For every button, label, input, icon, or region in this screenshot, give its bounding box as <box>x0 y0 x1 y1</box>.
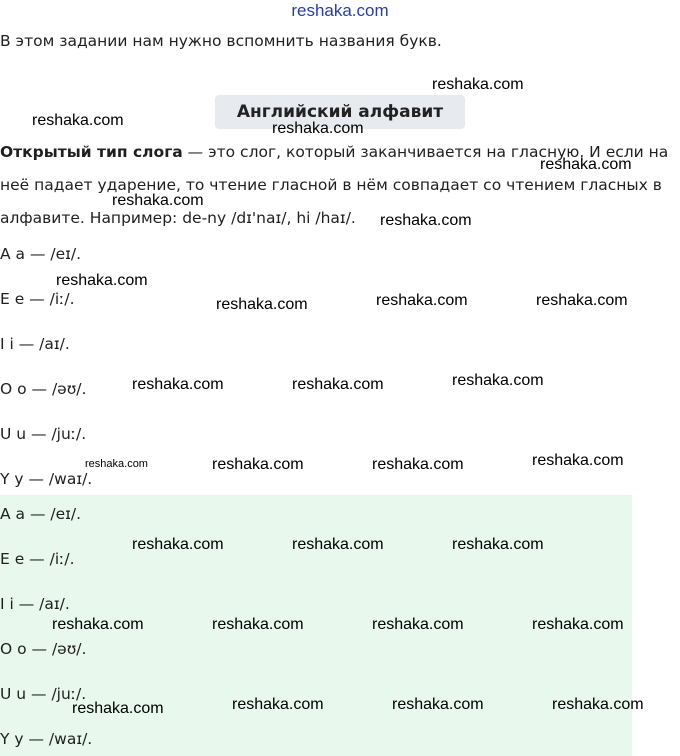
watermark: reshaka.com <box>292 376 384 393</box>
watermark: reshaka.com <box>452 372 544 389</box>
watermark: reshaka.com <box>532 616 624 633</box>
letter-row-e: E e — /iː/. <box>0 290 75 308</box>
watermark: reshaka.com <box>232 696 324 713</box>
watermark: reshaka.com <box>212 616 304 633</box>
watermark: reshaka.com <box>380 212 472 229</box>
watermark: reshaka.com <box>216 296 308 313</box>
watermark: reshaka.com <box>212 456 304 473</box>
watermark: reshaka.com <box>112 192 204 209</box>
rule-term: Открытый тип слога <box>0 143 183 161</box>
watermark: reshaka.com <box>132 376 224 393</box>
intro-text: В этом задании нам нужно вспомнить названия букв. <box>0 32 442 50</box>
site-header <box>0 0 680 22</box>
watermark: reshaka.com <box>292 536 384 553</box>
watermark: reshaka.com <box>552 696 644 713</box>
watermark: reshaka.com <box>376 292 468 309</box>
watermark-small: reshaka.com <box>85 458 148 470</box>
watermark: reshaka.com <box>132 536 224 553</box>
watermark: reshaka.com <box>72 700 164 717</box>
watermark: reshaka.com <box>432 76 524 93</box>
highlighted-row-i: I i — /aɪ/. <box>0 595 70 613</box>
letter-row-i: I i — /aɪ/. <box>0 335 70 353</box>
section-title: Английский алфавит <box>236 102 444 122</box>
watermark: reshaka.com <box>372 456 464 473</box>
watermark: reshaka.com <box>32 112 124 129</box>
highlighted-row-e: E e — /iː/. <box>0 550 75 568</box>
watermark: reshaka.com <box>272 120 364 137</box>
site-header-link[interactable]: reshaka.com <box>291 1 389 20</box>
watermark: reshaka.com <box>392 696 484 713</box>
letter-row-u: U u — /juː/. <box>0 425 87 443</box>
letter-row-o: O o — /əʊ/. <box>0 380 87 398</box>
letter-row-a: A a — /eɪ/. <box>0 245 82 263</box>
watermark: reshaka.com <box>372 616 464 633</box>
watermark: reshaka.com <box>540 156 632 173</box>
letter-row-y: Y y — /waɪ/. <box>0 470 93 488</box>
rule-paragraph <box>0 136 675 235</box>
highlighted-row-a: A a — /eɪ/. <box>0 505 82 523</box>
highlighted-row-y: Y y — /waɪ/. <box>0 730 93 748</box>
watermark: reshaka.com <box>532 452 624 469</box>
highlighted-row-u: U u — /juː/. <box>0 685 87 703</box>
watermark: reshaka.com <box>52 616 144 633</box>
rule-text: — это слог, который заканчивается на гласную. И если на неё падает ударение, то чтение гласной в нём совпадает со чтением гласных в алфавите. Например: de-ny /dɪ'naɪ/, hi /haɪ/. <box>0 143 669 227</box>
watermark: reshaka.com <box>452 536 544 553</box>
watermark: reshaka.com <box>536 292 628 309</box>
highlighted-row-o: O o — /əʊ/. <box>0 640 87 658</box>
watermark: reshaka.com <box>56 272 148 289</box>
